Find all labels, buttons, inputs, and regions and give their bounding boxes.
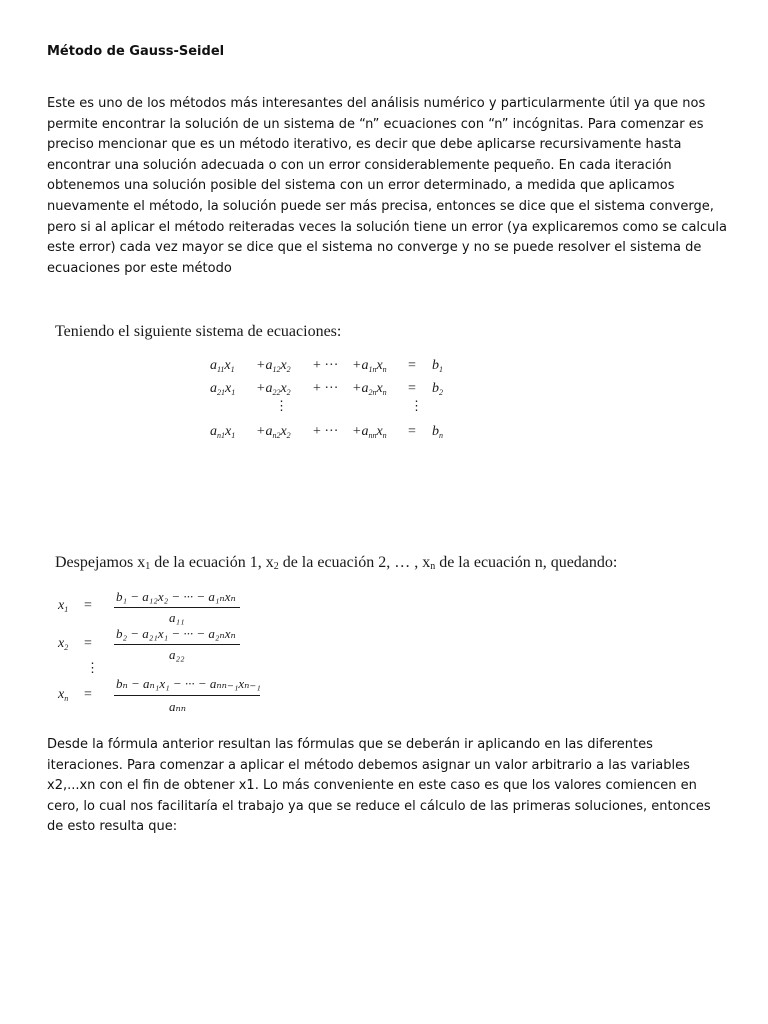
document-title: Método de Gauss-Seidel [47, 44, 225, 59]
eqn-numerator: bₙ − aₙ₁x₁ − ··· − aₙₙ₋₁xₙ₋₁ [116, 676, 261, 691]
vdots: ⋮ [86, 660, 99, 675]
closing-paragraph: Desde la fórmula anterior resultan las fórmulas que se deberán ir aplicando en las diferentes iteraciones. Para comenzar a aplicar el método debemos asignar un valor arbitrario a las variables x2,...xn con el fin de obtener x1. Lo más conveniente en este caso es que los valores comiencen en cero, lo cual nos facilitaría el trabajo ya que se reduce el cálculo de las primeras soluciones, entonces de esto resulta que: [47, 737, 711, 835]
system-row-2: $a_{21}x_1$ [210, 381, 236, 397]
system-row-n: $a_{n1}x_1$ [210, 424, 236, 440]
figure2-caption: Despejamos x1 de la ecuación 1, x2 de la ecuación 2, … , xn de la ecuación n, quedando: [55, 554, 618, 572]
fraction-bar [114, 644, 240, 645]
intro-paragraph: Este es uno de los métodos más interesantes del análisis numérico y particularmente útil ya que nos permite encontrar la solución de un sistema de “n” ecuaciones con “n” incógnitas. Para comenzar es preciso mencionar que es un método iterativo, es decir que debe aplicarse recursivamente hasta encontrar una solución adecuada o con un error considerablemente pequeño. En cada iteración obtenemos una solución posible del sistema con un error determinado, a medida que aplicamos nuevamente el método, la solución puede ser más precisa, entonces se dice que el sistema converge, pero si al aplicar el método reiteradas veces la solución tiene un error (ya explicaremos como se calcula este error) cada vez mayor se dice que el sistema no converge y no se puede resolver el sistema de ecuaciones por este método [47, 96, 727, 276]
eqn-denominator: aₙₙ [169, 699, 187, 714]
eq1-lhs: $x_1$ [58, 598, 69, 614]
eq2-denominator: a₂₂ [169, 647, 185, 662]
eq2-lhs: $x_2$ [58, 636, 69, 652]
system-row-1: $a_{11}x_1$ [210, 358, 235, 374]
vdots: ⋮ [410, 398, 423, 413]
figure1-caption: Teniendo el siguiente sistema de ecuaciones: [55, 323, 342, 340]
eq2-numerator: b₂ − a₂₁x₁ − ··· − a₂ₙxₙ [116, 626, 236, 641]
vdots: ⋮ [275, 398, 288, 413]
eqn-lhs: $x_n$ [58, 687, 69, 703]
fraction-bar [114, 607, 240, 608]
fraction-bar [114, 695, 260, 696]
eq1-denominator: a₁₁ [169, 610, 185, 625]
eq1-numerator: b₁ − a₁₂x₂ − ··· − a₁ₙxₙ [116, 589, 236, 604]
